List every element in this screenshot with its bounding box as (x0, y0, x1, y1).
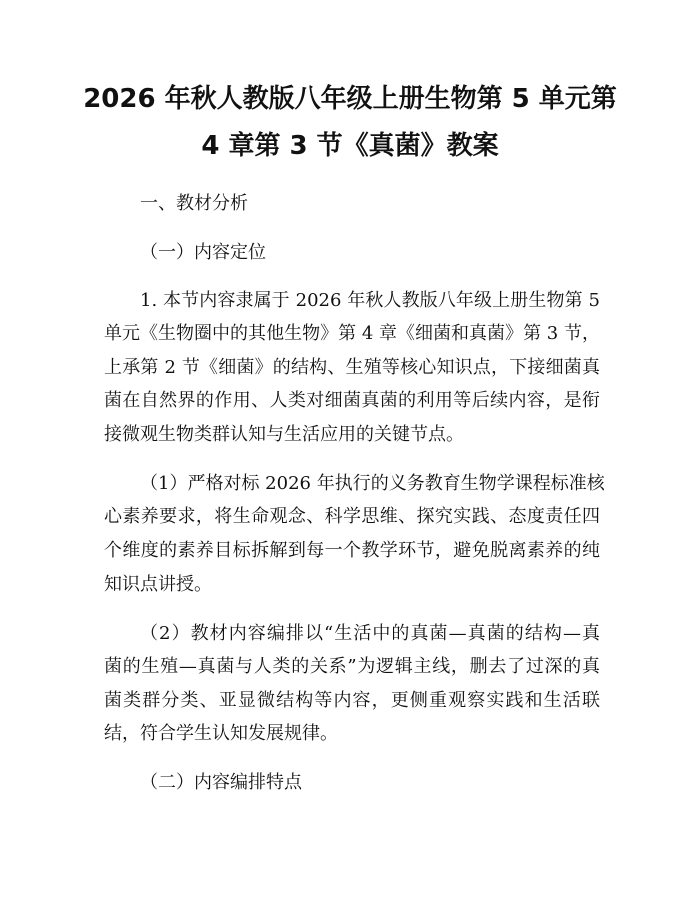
paragraph-3-line-4: 结，符合学生认知发展规律。 (104, 723, 338, 744)
paragraph-1-line-4: 菌在自然界的作用、人类对细菌真菌的利用等后续内容，是衔 (104, 390, 600, 411)
paragraph-2-line-2: 心素养要求，将生命观念、科学思维、探究实践、态度责任四 (104, 506, 600, 527)
paragraph-3-line-1: （2）教材内容编排以“生活中的真菌—真菌的结构—真 (140, 623, 600, 644)
document-title-line-1: 2026 年秋人教版八年级上册生物第 5 单元第 (83, 84, 617, 114)
paragraph-2-line-4: 知识点讲授。 (104, 574, 212, 595)
paragraph-2-line-1: （1）严格对标 2026 年执行的义务教育生物学课程标准核 (140, 473, 605, 494)
subheading-content-arrangement-features: （二）内容编排特点 (140, 772, 302, 793)
paragraph-1-line-1: 1. 本节内容隶属于 2026 年秋人教版八年级上册生物第 5 (140, 290, 600, 311)
section-heading-textbook-analysis: 一、教材分析 (140, 193, 248, 214)
paragraph-1-line-3: 上承第 2 节《细菌》的结构、生殖等核心知识点，下接细菌真 (104, 357, 600, 378)
paragraph-3-line-3: 菌类群分类、亚显微结构等内容，更侧重观察实践和生活联 (104, 690, 600, 711)
document-title-line-2: 4 章第 3 节《真菌》教案 (201, 131, 499, 161)
paragraph-2-line-3: 个维度的素养目标拆解到每一个教学环节，避免脱离素养的纯 (104, 540, 600, 561)
paragraph-1-line-5: 接微观生物类群认知与生活应用的关键节点。 (104, 424, 464, 445)
paragraph-3-line-2: 菌的生殖—真菌与人类的关系”为逻辑主线，删去了过深的真 (104, 656, 600, 677)
paragraph-1-line-2: 单元《生物圈中的其他生物》第 4 章《细菌和真菌》第 3 节， (104, 323, 600, 344)
subheading-content-positioning: （一）内容定位 (140, 242, 266, 263)
